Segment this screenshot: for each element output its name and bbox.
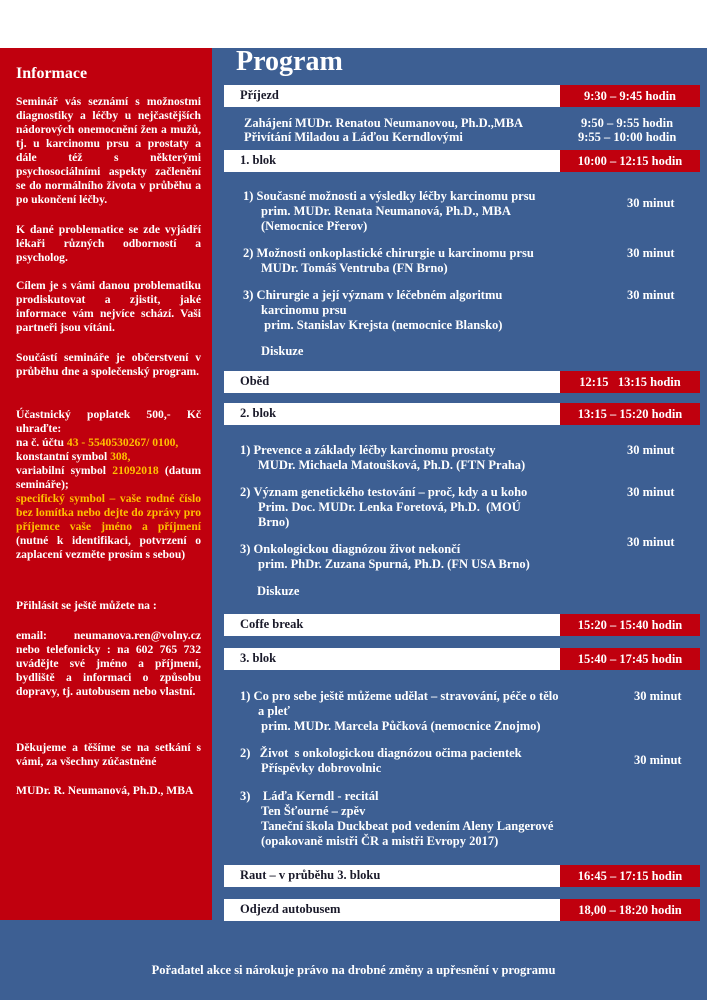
- talk-title: Význam genetického testování – proč, kdy a u koho: [253, 485, 528, 499]
- sidebar-experts: K dané problematice se zde vyjádří lékaři různých odborností a psycholog.: [16, 223, 201, 264]
- sidebar-goal: Cílem je s vámi danou problematiku prodiskutovat a zjistit, jaké informace vám nejvíce schází. Vaši partneři jsou vítáni.: [16, 279, 201, 334]
- fee-specific: specifický symbol – vaše rodné číslo bez lomítka nebo dejte do zprávy pro příjemce vaše jméno a příjmení: [16, 492, 201, 533]
- bar-time: 10:00 – 12:15 hodin: [560, 150, 700, 172]
- fee-date-note: (datum semináře);: [16, 464, 201, 491]
- fee-const-label: konstantní symbol: [16, 450, 111, 463]
- bar-time: 12:15 13:15 hodin: [560, 371, 700, 393]
- talk-number: 2): [240, 746, 251, 760]
- bar-time: 18,00 – 18:20 hodin: [560, 899, 700, 921]
- talk-title: Onkologickou diagnózou život nekončí: [253, 542, 461, 556]
- talk-title: Láďa Kerndl - recitál: [262, 789, 379, 803]
- talk-affiliation: (Nemocnice Přerov): [261, 219, 368, 233]
- talk-title: Chirurgie a její význam v léčebném algoritmu: [256, 288, 503, 302]
- talk-title-cont: a pleť: [258, 704, 290, 718]
- sidebar-intro: Seminář vás seznámí s možnostmi diagnostiky a léčby u nejčastějších nádorových onemocnění žen a mužů, tj. u karcinomu prsu a prostaty a dále též s některými psychosociálními aspekty začlenění se do normálního života v průběhu a po ukončení léčby.: [16, 95, 201, 206]
- talk-2-2-duration: 30 minut: [627, 485, 675, 499]
- talk-number: 3): [240, 542, 251, 556]
- footer-note: Pořadatel akce si nárokuje právo na drobné změny a upřesnění v programu: [151, 963, 556, 977]
- talk-1-2: [243, 246, 534, 276]
- welcome-opening: Zahájení MUDr. Renatou Neumanovou, Ph.D.,MBA: [244, 116, 524, 130]
- bar-label: Raut – v průběhu 3. bloku: [240, 868, 381, 882]
- fee-account: 43 - 5540530267/ 0100,: [66, 436, 179, 449]
- info-sidebar: [0, 48, 212, 920]
- sidebar-signature: MUDr. R. Neumanová, Ph.D., MBA: [16, 784, 194, 797]
- sidebar-thanks: Děkujeme a těšíme se na setkání s vámi, za všechny zúčastněné: [16, 741, 201, 768]
- top-white-band: [0, 0, 707, 48]
- talk-subtitle: Příspěvky dobrovolnic: [261, 761, 382, 775]
- talk-3-2-duration: 30 minut: [634, 753, 682, 767]
- talk-title: Současné možnosti a výsledky léčby karcinomu prsu: [256, 189, 536, 203]
- welcome-time-2: 9:55 – 10:00 hodin: [578, 130, 677, 144]
- program-title: Program: [236, 46, 343, 77]
- fee-const: 308,: [110, 450, 131, 463]
- talk-number: 1): [240, 689, 251, 703]
- block1-discussion: Diskuze: [261, 344, 304, 358]
- bar-arrival: [224, 85, 700, 107]
- fee-var-label: variabilní symbol: [16, 464, 113, 477]
- talk-1-3-duration: 30 minut: [627, 288, 675, 302]
- talk-2-3-duration: 30 minut: [627, 535, 675, 549]
- talk-title: Prevence a základy léčby karcinomu prostaty: [253, 443, 496, 457]
- bar-label: Coffe break: [240, 617, 304, 631]
- talk-2-1-duration: 30 minut: [627, 443, 675, 457]
- talk-speaker: prim. MUDr. Renata Neumanová, Ph.D., MBA: [261, 204, 511, 218]
- talk-3-2: [240, 746, 522, 776]
- bar-buffet: [224, 865, 700, 887]
- sidebar-refreshments: Součástí semináře je občerstvení v průběhu dne a společenský program.: [16, 351, 201, 378]
- talk-number: 2): [243, 246, 254, 260]
- bar-block1: [224, 150, 700, 172]
- talk-title-cont: karcinomu prsu: [261, 303, 347, 317]
- talk-speaker: prim. Stanislav Krejsta (nemocnice Blansko): [261, 318, 503, 332]
- fee-note: (nutné k identifikaci, potvrzení o zaplacení vezměte prosím s sebou): [16, 534, 201, 561]
- talk-number: 1): [240, 443, 251, 457]
- talk-1-3: [243, 288, 502, 333]
- block2-discussion: Diskuze: [257, 584, 300, 598]
- bar-label: 1. blok: [240, 153, 277, 167]
- fee-intro: Účastnický poplatek 500,- Kč uhraďte:: [16, 408, 201, 435]
- talk-1-1: [243, 189, 536, 234]
- talk-line: (opakovaně mistři ČR a mistři Evropy 2017): [261, 834, 499, 848]
- talk-speaker: prim. MUDr. Marcela Půčková (nemocnice Znojmo): [258, 719, 541, 733]
- bar-coffee-break: [224, 614, 700, 636]
- bar-time: 13:15 – 15:20 hodin: [560, 403, 700, 425]
- bar-time: 16:45 – 17:15 hodin: [560, 865, 700, 887]
- talk-affiliation: Brno): [258, 515, 290, 529]
- talk-1-2-duration: 30 minut: [627, 246, 675, 260]
- sidebar-title: Informace: [16, 65, 88, 82]
- sidebar-register-text: email: neumanova.ren@volny.cz nebo telefonicky : na 602 765 732 uvádějte své jméno a příjmení, bydliště a informaci o způsobu dopravy, tj. autobusem nebo vlastní.: [16, 629, 201, 698]
- sidebar-fee: [16, 408, 201, 562]
- talk-3-1-duration: 30 minut: [634, 689, 682, 703]
- talk-2-1: [240, 443, 525, 473]
- bar-label: Odjezd autobusem: [240, 902, 341, 916]
- welcome-time-1: 9:50 – 9:55 hodin: [581, 116, 674, 130]
- welcome-greeting: Přivítání Miladou a Láďou Kerndlovými: [244, 130, 463, 144]
- talk-3-1: [240, 689, 558, 734]
- talk-line: Ten Šťourné – zpěv: [261, 804, 366, 818]
- talk-3-3: [240, 789, 553, 849]
- bar-label: 3. blok: [240, 651, 277, 665]
- fee-var: 21092018: [112, 464, 159, 477]
- bar-label: Oběd: [240, 374, 270, 388]
- bar-label: 2. blok: [240, 406, 277, 420]
- bar-lunch: [224, 371, 700, 393]
- fee-account-label: na č. účtu: [16, 436, 67, 449]
- talk-2-2: [240, 485, 527, 530]
- talk-number: 3): [240, 789, 251, 803]
- talk-speaker: MUDr. Tomáš Ventruba (FN Brno): [261, 261, 448, 275]
- talk-speaker: prim. PhDr. Zuzana Spurná, Ph.D. (FN USA Brno): [258, 557, 530, 571]
- bar-departure: [224, 899, 700, 921]
- talk-speaker: MUDr. Michaela Matoušková, Ph.D. (FTN Praha): [258, 458, 526, 472]
- talk-title: Možnosti onkoplastické chirurgie u karcinomu prsu: [256, 246, 534, 260]
- talk-number: 3): [243, 288, 254, 302]
- bar-time: 15:40 – 17:45 hodin: [560, 648, 700, 670]
- talk-speaker: Prim. Doc. MUDr. Lenka Foretová, Ph.D. (MOÚ: [258, 500, 521, 514]
- talk-number: 2): [240, 485, 251, 499]
- sidebar-register-title: Přihlásit se ještě můžete na :: [16, 599, 157, 612]
- bar-label: Příjezd: [240, 88, 279, 102]
- talk-2-3: [240, 542, 530, 572]
- talk-line: Taneční škola Duckbeat pod vedením Aleny Langerové: [261, 819, 554, 833]
- bar-time: 15:20 – 15:40 hodin: [560, 614, 700, 636]
- talk-title: Život s onkologickou diagnózou očima pacientek: [259, 746, 522, 760]
- bar-time: 9:30 – 9:45 hodin: [560, 85, 700, 107]
- talk-1-1-duration: 30 minut: [627, 196, 675, 210]
- bar-block3: [224, 648, 700, 670]
- bar-block2: [224, 403, 700, 425]
- talk-number: 1): [243, 189, 254, 203]
- talk-title: Co pro sebe ještě můžeme udělat – stravování, péče o tělo: [253, 689, 559, 703]
